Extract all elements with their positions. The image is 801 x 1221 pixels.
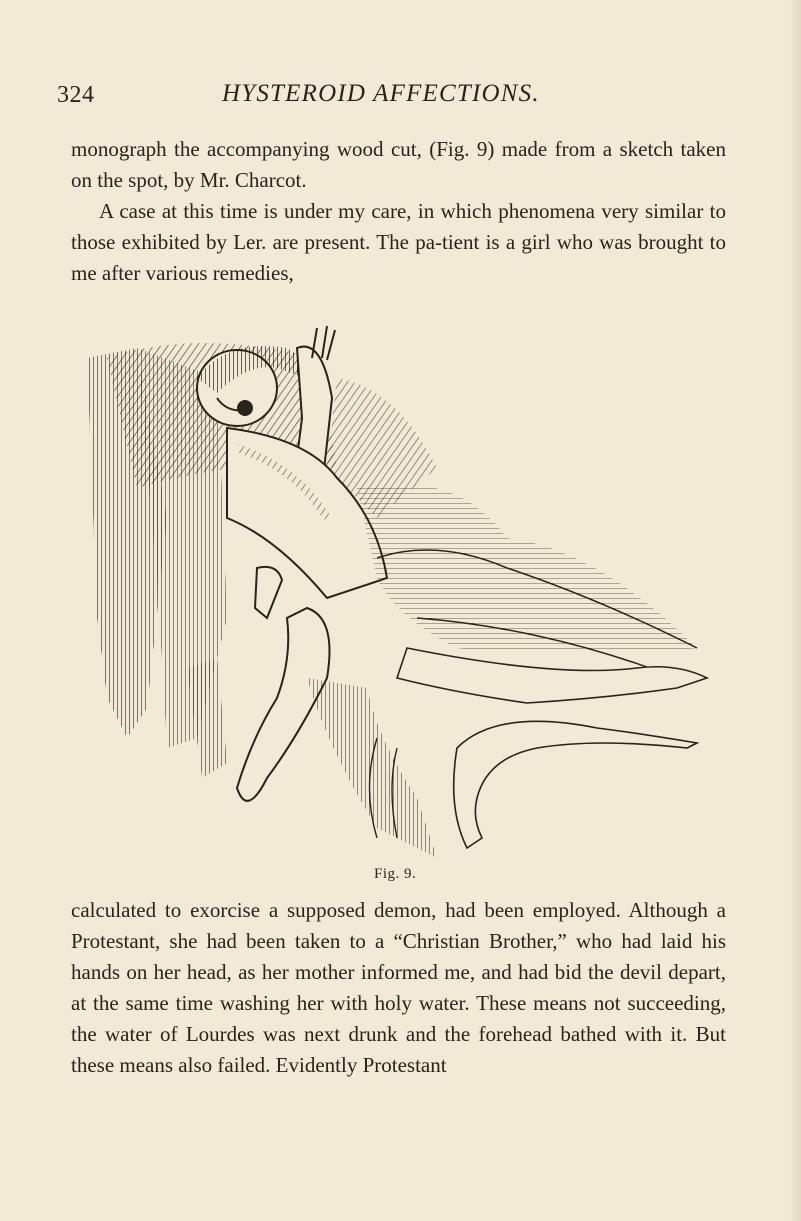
page-header bbox=[57, 82, 727, 118]
figure-caption: Fig. 9. bbox=[374, 866, 417, 882]
paragraph-continued: monograph the accompanying wood cut, (Fig. 9) made from a sketch taken on the spot, by Mr. Charcot. bbox=[71, 137, 726, 192]
body-text-bottom bbox=[71, 895, 726, 1081]
page-edge bbox=[791, 0, 801, 1221]
body-text-top bbox=[71, 134, 726, 289]
woodcut-illustration bbox=[77, 318, 717, 860]
paragraph-remedies: calculated to exorcise a supposed demon, had been employed. Although a Protestant, she had been taken to a “Christian Brother,” who had laid his hands on her head, as her mother informed me, and had bid the devil depart, at the same time washing her with holy water. These means not succeeding, the water of Lourdes was next drunk and the forehead bathed with it. But these means also failed. Evidently Protestant bbox=[71, 898, 726, 1077]
paragraph-case: A case at this time is under my care, in which phenomena very similar to those exhibited by Ler. are present. The pa-tient is a girl who was brought to me after various remedies, bbox=[71, 199, 726, 285]
running-head: HYSTEROID AFFECTIONS. bbox=[222, 80, 540, 107]
page-number: 324 bbox=[57, 82, 95, 108]
